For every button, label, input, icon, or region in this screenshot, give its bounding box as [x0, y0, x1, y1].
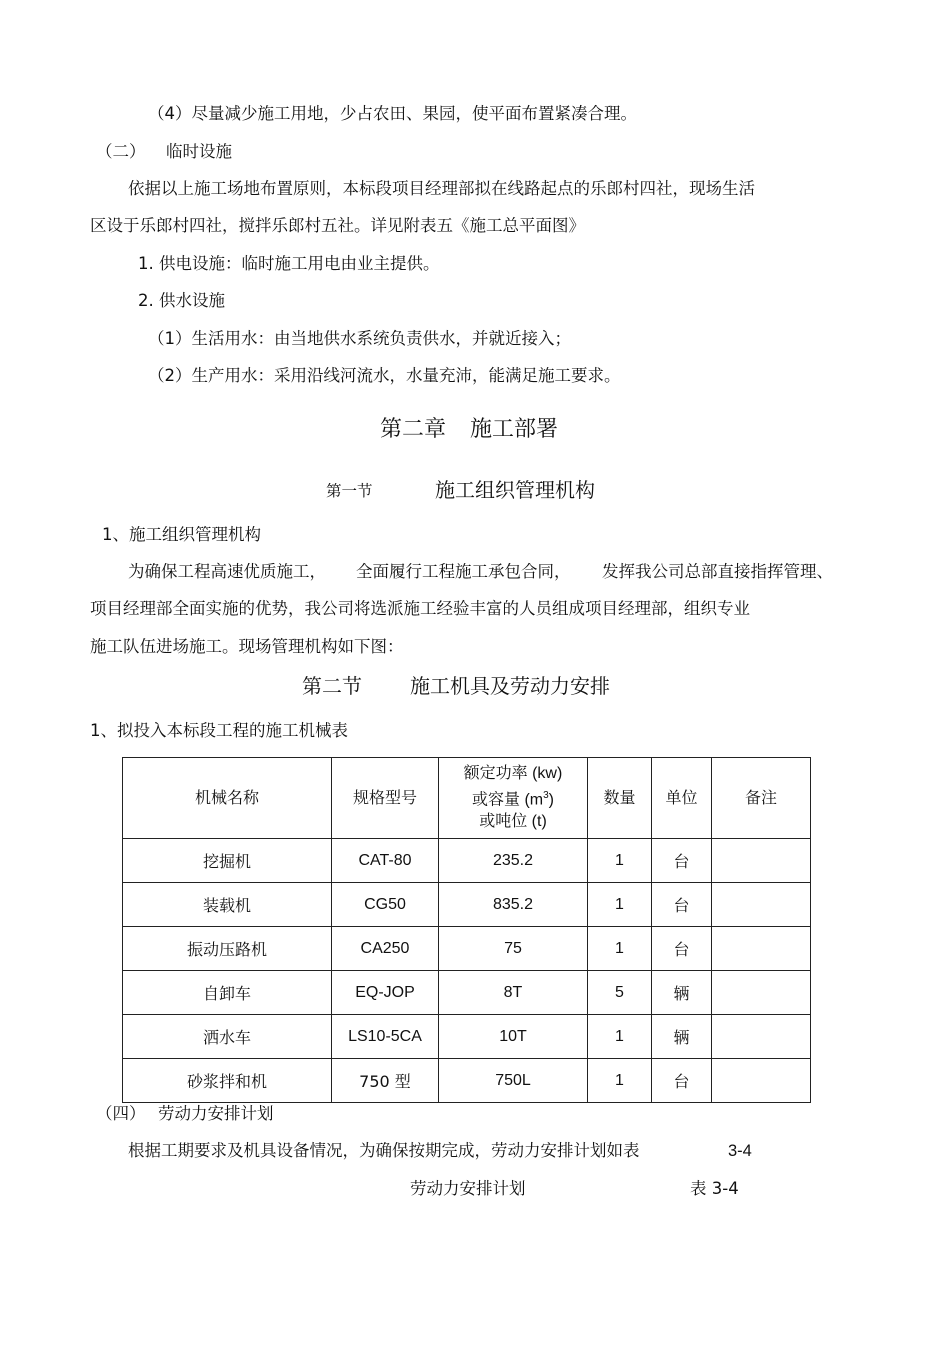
section-title: 施工组织管理机构 [435, 478, 595, 502]
paragraph-line: 全面履行工程施工承包合同， [356, 562, 571, 581]
cell-model: EQ-JOP [332, 971, 439, 1015]
paragraph-line: 依据以上施工场地布置原则，本标段项目经理部拟在线路起点的乐郎村四社，现场生活 [128, 179, 755, 198]
cell-note [712, 1059, 811, 1103]
col-header-power [439, 758, 588, 839]
cell-name: 砂浆拌和机 [123, 1059, 332, 1103]
cell-model: 750 型 [332, 1059, 439, 1103]
chapter-title: 施工部署 [470, 417, 559, 442]
cell-qty: 1 [588, 1015, 652, 1059]
cell-power: 835.2 [439, 883, 588, 927]
power-header-line [439, 785, 587, 811]
paragraph-line: 项目经理部全面实施的优势，我公司将选派施工经验丰富的人员组成项目经理部，组织专业 [90, 599, 750, 618]
heading-number: （二） [96, 142, 146, 161]
table-number: 表 3-4 [690, 1179, 739, 1198]
cell-unit: 辆 [652, 971, 712, 1015]
table-header-row [123, 758, 811, 839]
cell-qty: 1 [588, 839, 652, 883]
cell-note [712, 971, 811, 1015]
cell-power: 8T [439, 971, 588, 1015]
cell-name: 装载机 [123, 883, 332, 927]
cell-qty: 1 [588, 927, 652, 971]
paragraph-line: 施工队伍进场施工。现场管理机构如下图： [90, 637, 404, 656]
cell-unit: 台 [652, 839, 712, 883]
cell-note [712, 927, 811, 971]
table-caption: 劳动力安排计划 [410, 1179, 526, 1198]
cell-model: CG50 [332, 883, 439, 927]
list-item: 2. 供水设施 [138, 291, 225, 310]
list-subitem: （1）生活用水：由当地供水系统负责供水，并就近接入； [148, 329, 571, 348]
cell-note [712, 883, 811, 927]
cell-name: 洒水车 [123, 1015, 332, 1059]
cell-note [712, 839, 811, 883]
list-subitem: （2）生产用水：采用沿线河流水，水量充沛，能满足施工要求。 [148, 366, 621, 385]
cell-power: 235.2 [439, 839, 588, 883]
power-header-text: ) [548, 791, 554, 809]
paragraph-line: 发挥我公司总部直接指挥管理、 [602, 562, 833, 581]
cell-unit: 台 [652, 927, 712, 971]
col-header-unit: 单位 [652, 758, 712, 839]
section-number: 第二节 [302, 674, 362, 698]
cell-power: 10T [439, 1015, 588, 1059]
list-item: 1、施工组织管理机构 [102, 525, 261, 544]
section-title: 施工机具及劳动力安排 [410, 674, 610, 698]
cell-name: 挖掘机 [123, 839, 332, 883]
power-header-line: 或吨位 (t) [479, 813, 547, 831]
paragraph-line: 为确保工程高速优质施工， [128, 562, 326, 581]
power-header-text: 或容量 (m [472, 791, 544, 809]
cell-qty: 1 [588, 883, 652, 927]
cell-power: 750L [439, 1059, 588, 1103]
col-header-model: 规格型号 [332, 758, 439, 839]
col-header-note: 备注 [712, 758, 811, 839]
table-row [123, 971, 811, 1015]
table-row [123, 839, 811, 883]
superscript: 3 [543, 789, 549, 801]
cell-model: CA250 [332, 927, 439, 971]
cell-name: 振动压路机 [123, 927, 332, 971]
cell-unit: 台 [652, 1059, 712, 1103]
text-line: （4）尽量减少施工用地，少占农田、果园，使平面布置紧凑合理。 [148, 104, 637, 123]
cell-model: CAT-80 [332, 839, 439, 883]
cell-note [712, 1015, 811, 1059]
cell-unit: 辆 [652, 1015, 712, 1059]
paragraph-line: 区设于乐郎村四社，搅拌乐郎村五社。详见附表五《施工总平面图》 [90, 216, 585, 235]
cell-power: 75 [439, 927, 588, 971]
col-header-name: 机械名称 [123, 758, 332, 839]
cell-name: 自卸车 [123, 971, 332, 1015]
list-item: 1. 供电设施：临时施工用电由业主提供。 [138, 254, 440, 273]
cell-qty: 5 [588, 971, 652, 1015]
power-header-line: 额定功率 (kw) [463, 764, 563, 782]
table-row [123, 883, 811, 927]
cell-unit: 台 [652, 883, 712, 927]
table-row [123, 1059, 811, 1103]
table-row [123, 927, 811, 971]
table-reference: 3-4 [728, 1142, 752, 1160]
cell-model: LS10-5CA [332, 1015, 439, 1059]
table-row [123, 1015, 811, 1059]
section-number: 第一节 [326, 482, 373, 500]
subsection-heading: 临时设施 [166, 142, 232, 161]
machinery-table [122, 757, 811, 1103]
col-header-qty: 数量 [588, 758, 652, 839]
table-caption: 1、拟投入本标段工程的施工机械表 [90, 721, 348, 740]
paragraph-line: 根据工期要求及机具设备情况，为确保按期完成，劳动力安排计划如表 [128, 1141, 640, 1160]
heading-number: （四） [96, 1104, 146, 1123]
chapter-number: 第二章 [380, 417, 447, 442]
subsection-heading: 劳动力安排计划 [158, 1104, 274, 1123]
cell-qty: 1 [588, 1059, 652, 1103]
